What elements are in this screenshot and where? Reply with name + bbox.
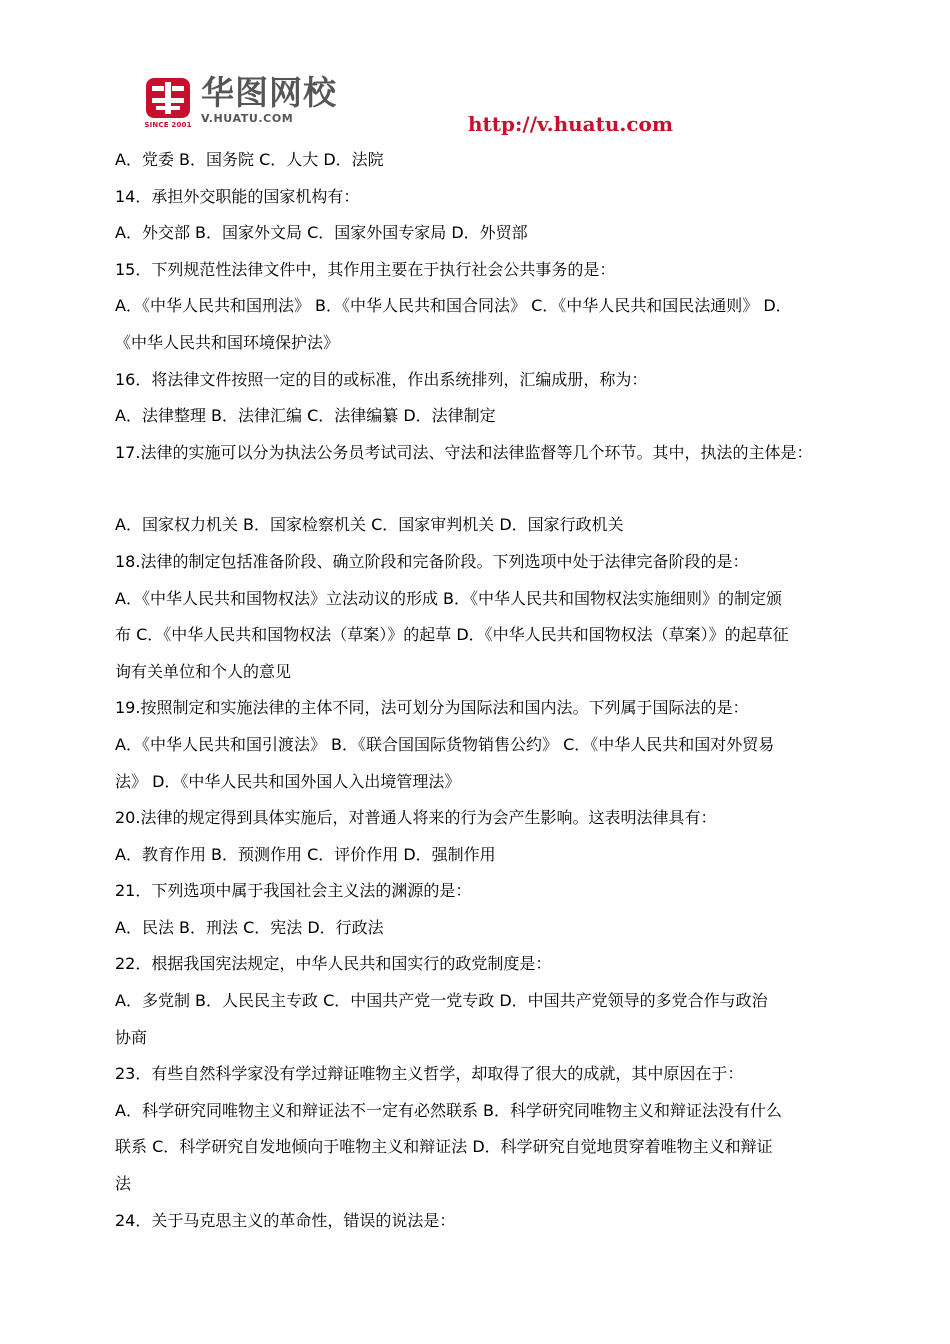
logo-chinese-name: 华图网校 (201, 73, 337, 112)
text-line: 22．根据我国宪法规定，中华人民共和国实行的政党制度是： (115, 954, 552, 974)
text-line: A．党委 B．国务院 C．人大 D．法院 (115, 150, 384, 169)
text-line: A．国家权力机关 B．国家检察机关 C．国家审判机关 D．国家行政机关 (115, 515, 624, 535)
document-body (115, 142, 840, 1239)
text-line: A．《中华人民共和国引渡法》 B．《联合国国际货物销售公约》 C．《中华人民共和国对外贸易 (115, 734, 775, 754)
text-line: 23．有些自然科学家没有学过辩证唯物主义哲学，却取得了很大的成就，其中原因在于： (115, 1064, 744, 1084)
text-line: A．外交部 B．国家外文局 C．国家外国专家局 D．外贸部 (115, 223, 528, 243)
text-line: 15．下列规范性法律文件中，其作用主要在于执行社会公共事务的是： (115, 259, 616, 279)
text-line: 21．下列选项中属于我国社会主义法的渊源的是： (115, 881, 472, 901)
text-line: 法》 D．《中华人民共和国外国人入出境管理法》 (115, 771, 461, 791)
text-line: 16．将法律文件按照一定的目的或标准，作出系统排列，汇编成册，称为： (115, 369, 648, 389)
text-line: 20.法律的规定得到具体实施后，对普通人将来的行为会产生影响。这表明法律具有： (115, 808, 717, 828)
text-line: A．教育作用 B．预测作用 C．评价作用 D．强制作用 (115, 844, 496, 864)
text-line: A．法律整理 B．法律汇编 C．法律编纂 D．法律制定 (115, 406, 496, 426)
text-line: 联系 C．科学研究自发地倾向于唯物主义和辩证法 D．科学研究自觉地贯穿着唯物主义和辩证 (115, 1137, 773, 1157)
text-line: 法 (115, 1174, 132, 1194)
huatu-logo-icon (143, 76, 193, 131)
page-header (0, 0, 950, 140)
text-line: 24．关于马克思主义的革命性，错误的说法是： (115, 1210, 456, 1230)
text-line: 17.法律的实施可以分为执法公务员考试司法、守法和法律监督等几个环节。其中，执法的主体是： (115, 442, 813, 462)
text-line: A．民法 B．刑法 C．宪法 D．行政法 (115, 917, 384, 937)
text-line: 14．承担外交职能的国家机构有： (115, 186, 360, 206)
site-url-link[interactable]: http://v.huatu.com (468, 112, 674, 136)
text-line: A．《中华人民共和国刑法》 B．《中华人民共和国合同法》 C．《中华人民共和国民法通则》 D． (115, 296, 792, 316)
logo-since-text: SINCE 2001 (144, 121, 192, 129)
text-line: 询有关单位和个人的意见 (115, 661, 292, 681)
text-line: 19.按照制定和实施法律的主体不同，法可划分为国际法和国内法。下列属于国际法的是： (115, 698, 749, 718)
text-line: 协商 (115, 1027, 148, 1047)
text-line: A．科学研究同唯物主义和辩证法不一定有必然联系 B．科学研究同唯物主义和辩证法没有什么 (115, 1100, 783, 1120)
huatu-logo[interactable] (143, 73, 337, 131)
logo-domain: V.HUATU.COM (201, 112, 294, 125)
blank-gap (115, 471, 840, 507)
text-line: 布 C．《中华人民共和国物权法（草案）》的起草 D．《中华人民共和国物权法（草案）》的起草征 (115, 625, 789, 645)
text-line: 《中华人民共和国环境保护法》 (115, 332, 340, 352)
text-line: A．《中华人民共和国物权法》立法动议的形成 B．《中华人民共和国物权法实施细则》的制定颁 (115, 588, 783, 608)
text-line: 18.法律的制定包括准备阶段、确立阶段和完备阶段。下列选项中处于法律完备阶段的是： (115, 551, 749, 571)
logo-wordmark (201, 73, 337, 125)
text-line: A．多党制 B．人民民主专政 C．中国共产党一党专政 D．中国共产党领导的多党合作与政治 (115, 991, 768, 1011)
